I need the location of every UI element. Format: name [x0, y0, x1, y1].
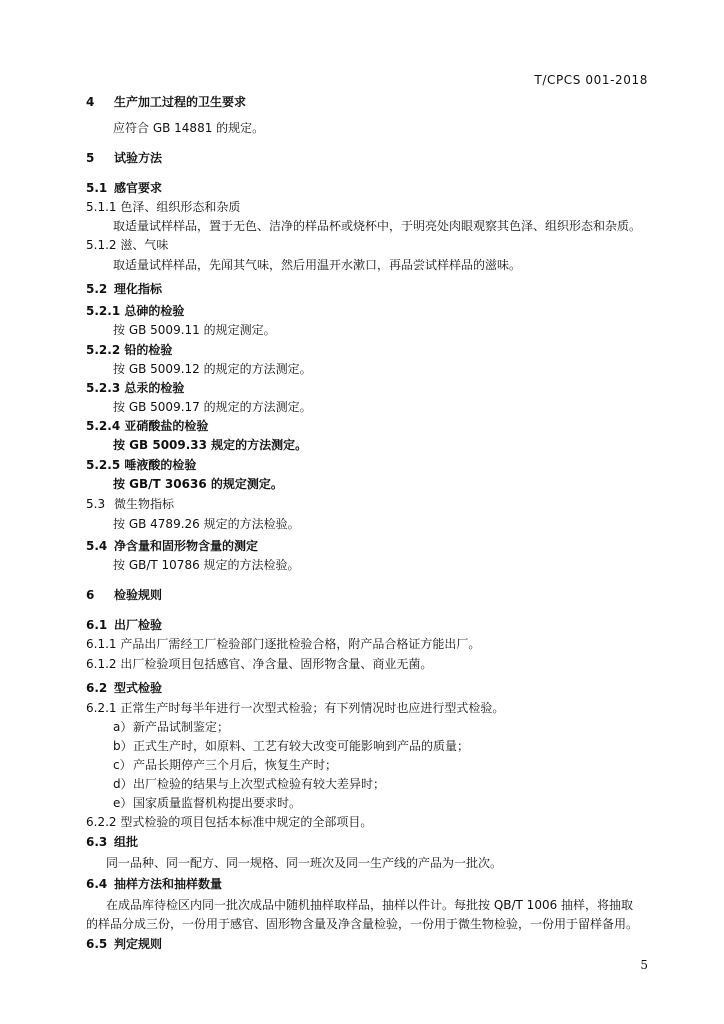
- section-heading: [86, 680, 664, 696]
- section-title: 出厂检验: [114, 618, 163, 632]
- section-number: 6.1.2: [86, 657, 117, 671]
- section-title: 微生物指标: [114, 497, 175, 511]
- section-number: 5.4: [86, 539, 108, 553]
- section-heading: [86, 876, 664, 892]
- section-title: 生产加工过程的卫生要求: [114, 95, 247, 109]
- subsection-heading: [86, 237, 664, 253]
- list-item-text: 出厂检验的结果与上次型式检验有较大差异时；: [133, 777, 386, 791]
- section-title: 总汞的检验: [124, 381, 185, 395]
- paragraph: 按 GB/T 30636 的规定测定。: [113, 477, 283, 491]
- clause: [86, 656, 664, 672]
- section-title: 亚硝酸盐的检验: [124, 419, 209, 433]
- section-number: 6.4: [86, 877, 108, 891]
- section-number: 5.2.5: [86, 458, 121, 472]
- list-item: [113, 719, 664, 735]
- list-marker: b）: [113, 739, 133, 753]
- section-heading: [86, 617, 664, 633]
- section-title: 抽样方法和抽样数量: [114, 877, 223, 891]
- list-marker: e）: [113, 796, 133, 810]
- list-item: [113, 795, 664, 811]
- section-title: 检验规则: [114, 588, 163, 602]
- list-item: [113, 776, 664, 792]
- section-title: 滋、气味: [120, 238, 169, 252]
- subsection-heading: [86, 380, 664, 396]
- paragraph-continuation: 的样品分成三份，一份用于感官、固形物含量及净含量检验，一份用于微生物检验，一份用于留样备用。: [86, 917, 639, 931]
- section-heading: [86, 496, 664, 512]
- section-number: 5.2.2: [86, 343, 121, 357]
- section-number: 4: [86, 95, 95, 109]
- section-number: 5.1.2: [86, 238, 117, 252]
- section-number: 5.2.1: [86, 304, 121, 318]
- standard-code-header: T/CPCS 001-2018: [534, 73, 648, 87]
- section-title: 判定规则: [114, 937, 163, 951]
- page-number: 5: [640, 958, 648, 972]
- subsection-heading: [86, 303, 664, 319]
- list-item-text: 新产品试制鉴定；: [133, 720, 230, 734]
- section-number: 6: [86, 588, 95, 602]
- paragraph: 同一品种、同一配方、同一规格、同一班次及同一生产线的产品为一批次。: [106, 856, 503, 870]
- list-item-text: 产品长期停产三个月后，恢复生产时；: [133, 758, 338, 772]
- section-number: 6.2.2: [86, 815, 117, 829]
- clause-text: 正常生产时每半年进行一次型式检验；有下列情况时也应进行型式检验。: [120, 701, 505, 715]
- list-marker: a）: [113, 720, 133, 734]
- section-title: 试验方法: [114, 151, 163, 165]
- section-title: 感官要求: [114, 181, 163, 195]
- section-heading: [86, 936, 664, 952]
- section-title: 型式检验: [114, 681, 163, 695]
- section-title: 净含量和固形物含量的测定: [114, 539, 259, 553]
- list-item-text: 国家质量监督机构提出要求时。: [133, 796, 302, 810]
- section-number: 5.3: [86, 497, 106, 511]
- section-title: 铅的检验: [124, 343, 173, 357]
- subsection-heading: [86, 418, 664, 434]
- section-heading: [86, 150, 664, 166]
- section-title: 唾液酸的检验: [124, 458, 197, 472]
- section-title: 组批: [114, 835, 139, 849]
- section-title: 色泽、组织形态和杂质: [120, 200, 241, 214]
- section-heading: [86, 94, 664, 110]
- list-item: [113, 738, 664, 754]
- subsection-heading: [86, 199, 664, 215]
- paragraph: 按 GB/T 10786 规定的方法检验。: [113, 558, 300, 572]
- paragraph: 按 GB 5009.12 的规定的方法测定。: [113, 362, 312, 376]
- section-number: 6.5: [86, 937, 108, 951]
- list-marker: d）: [113, 777, 133, 791]
- paragraph: 应符合 GB 14881 的规定。: [113, 121, 265, 135]
- section-title: 总砷的检验: [124, 304, 185, 318]
- paragraph: 取适量试样样品，置于无色、洁净的样品杯或烧杯中，于明亮处肉眼观察其色泽、组织形态和杂质。: [113, 219, 642, 233]
- section-number: 5.2.3: [86, 381, 121, 395]
- section-number: 5.2.4: [86, 419, 121, 433]
- section-title: 理化指标: [114, 282, 163, 296]
- section-number: 6.1.1: [86, 637, 117, 651]
- paragraph: 按 GB 4789.26 规定的方法检验。: [113, 517, 300, 531]
- section-heading: [86, 538, 664, 554]
- section-number: 5.1: [86, 181, 108, 195]
- paragraph: 按 GB 5009.33 规定的方法测定。: [113, 438, 308, 452]
- clause-text: 产品出厂需经工厂检验部门逐批检验合格，附产品合格证方能出厂。: [120, 637, 481, 651]
- paragraph: 在成品库待检区内同一批次成品中随机抽样取样品，抽样以件计。每批按 QB/T 1006 抽样，将抽取: [106, 898, 634, 912]
- list-item: [113, 757, 664, 773]
- section-number: 5.2: [86, 282, 108, 296]
- section-number: 6.3: [86, 835, 108, 849]
- list-item-text: 正式生产时，如原料、工艺有较大改变可能影响到产品的质量；: [133, 739, 470, 753]
- paragraph: 按 GB 5009.17 的规定的方法测定。: [113, 400, 312, 414]
- section-number: 6.1: [86, 618, 108, 632]
- section-heading: [86, 281, 664, 297]
- list-marker: c）: [113, 758, 132, 772]
- clause-text: 出厂检验项目包括感官、净含量、固形物含量、商业无菌。: [120, 657, 433, 671]
- section-heading: [86, 587, 664, 603]
- section-number: 5.1.1: [86, 200, 117, 214]
- clause: [86, 814, 664, 830]
- clause: [86, 700, 664, 716]
- paragraph: 按 GB 5009.11 的规定测定。: [113, 323, 276, 337]
- clause-text: 型式检验的项目包括本标准中规定的全部项目。: [120, 815, 373, 829]
- section-number: 5: [86, 151, 95, 165]
- section-heading: [86, 834, 664, 850]
- paragraph: 取适量试样样品，先闻其气味，然后用温开水漱口，再品尝试样样品的滋味。: [113, 258, 522, 272]
- section-heading: [86, 180, 664, 196]
- subsection-heading: [86, 342, 664, 358]
- clause: [86, 636, 664, 652]
- subsection-heading: [86, 457, 664, 473]
- section-number: 6.2: [86, 681, 108, 695]
- section-number: 6.2.1: [86, 701, 117, 715]
